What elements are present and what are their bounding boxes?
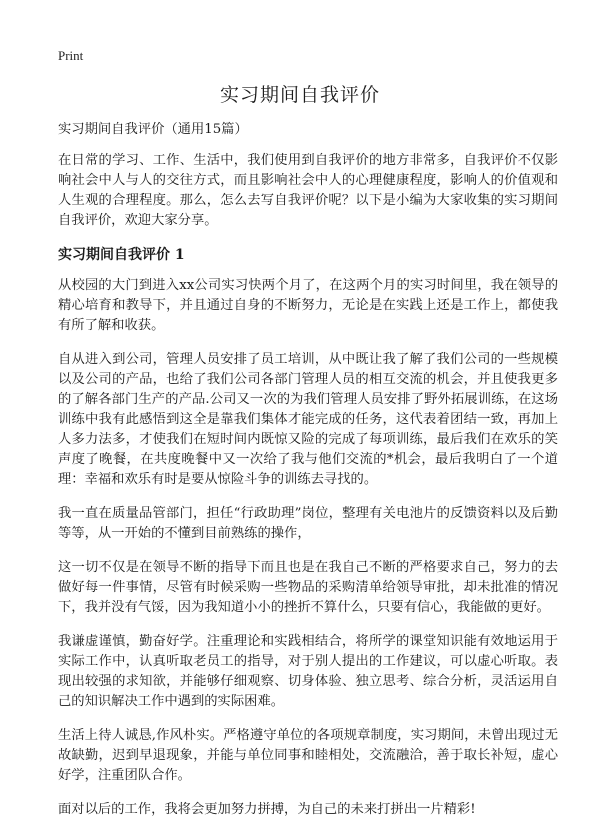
body-paragraph-6: 生活上待人诚恳,作风朴实。严格遵守单位的各项规章制度，实习期间，未曾出现过无故缺勤，迟到早退现象，并能与单位同事和睦相处，交流融洽，善于取长补短，虚心好学，注重团队合作。 — [58, 728, 558, 783]
body-paragraph-2: 自从进入到公司，管理人员安排了员工培训，从中既让我了解了我们公司的一些规模以及公司的产品，也给了我们公司各部门管理人员的相互交流的机会，并且使我更多的了解各部门生产的产品.公司又一次的为我们管理人员安排了野外拓展训练，在这场训练中我有此感悟到这全是靠我们集体才能完成的任务，这代表着团结一致，再加上人多力法多，才使我们在短时间内既惊又险的完成了每项训练，最后我们在欢乐的笑声度了晚餐，在共度晚餐中又一次给了我与他们交流的*机会，最后我明白了一个道理：幸福和欢乐有时是要从惊险斗争的训练去寻找的。 — [58, 352, 558, 487]
body-paragraph-4: 这一切不仅是在领导不断的指导下而且也是在我自己不断的严格要求自己，努力的去做好每一件事情，尽管有时候采购一些物品的采购清单给领导审批，却未批准的情况下，我并没有气馁，因为我知道小小的挫折不算什么，只要有信心，我能做的更好。 — [58, 560, 558, 615]
body-paragraph-7: 面对以后的工作，我将会更加努力拼搏，为自己的未来打拼出一片精彩! — [58, 802, 476, 817]
section-heading: 实习期间自我评价 1 — [58, 247, 185, 263]
document-body — [58, 120, 558, 834]
body-paragraph-1: 从校园的大门到进入xx公司实习快两个月了，在这两个月的实习时间里，我在领导的精心培育和教导下，并且通过自身的不断努力，无论是在实践上还是工作上，都使我有所了解和收获。 — [58, 278, 558, 333]
page-title: 实习期间自我评价 — [219, 84, 380, 106]
intro-paragraph: 在日常的学习、工作、生活中，我们使用到自我评价的地方非常多，自我评价不仅影响社会中人与人的交往方式，而且影响社会中人的心理健康程度，影响人的价值观和人生观的合理程度。那么，怎么去写自我评价呢？以下是小编为大家收集的实习期间自我评价，欢迎大家分享。 — [58, 153, 558, 228]
print-link[interactable]: Print — [58, 48, 84, 63]
body-paragraph-5: 我谦虚谨慎，勤奋好学。注重理论和实践相结合，将所学的课堂知识能有效地运用于实际工作中，认真听取老员工的指导，对于别人提出的工作建议，可以虚心听取。表现出较强的求知欲，并能够仔细观察、切身体验、独立思考、综合分析，灵活运用自己的知识解决工作中遇到的实际困难。 — [58, 634, 558, 709]
document-subtitle: 实习期间自我评价（通用15篇） — [58, 122, 248, 137]
body-paragraph-3: 我一直在质量品管部门，担任“行政助理”岗位，整理有关电池片的反馈资料以及后勤等等，从一开始的不懂到目前熟练的操作， — [58, 506, 558, 541]
